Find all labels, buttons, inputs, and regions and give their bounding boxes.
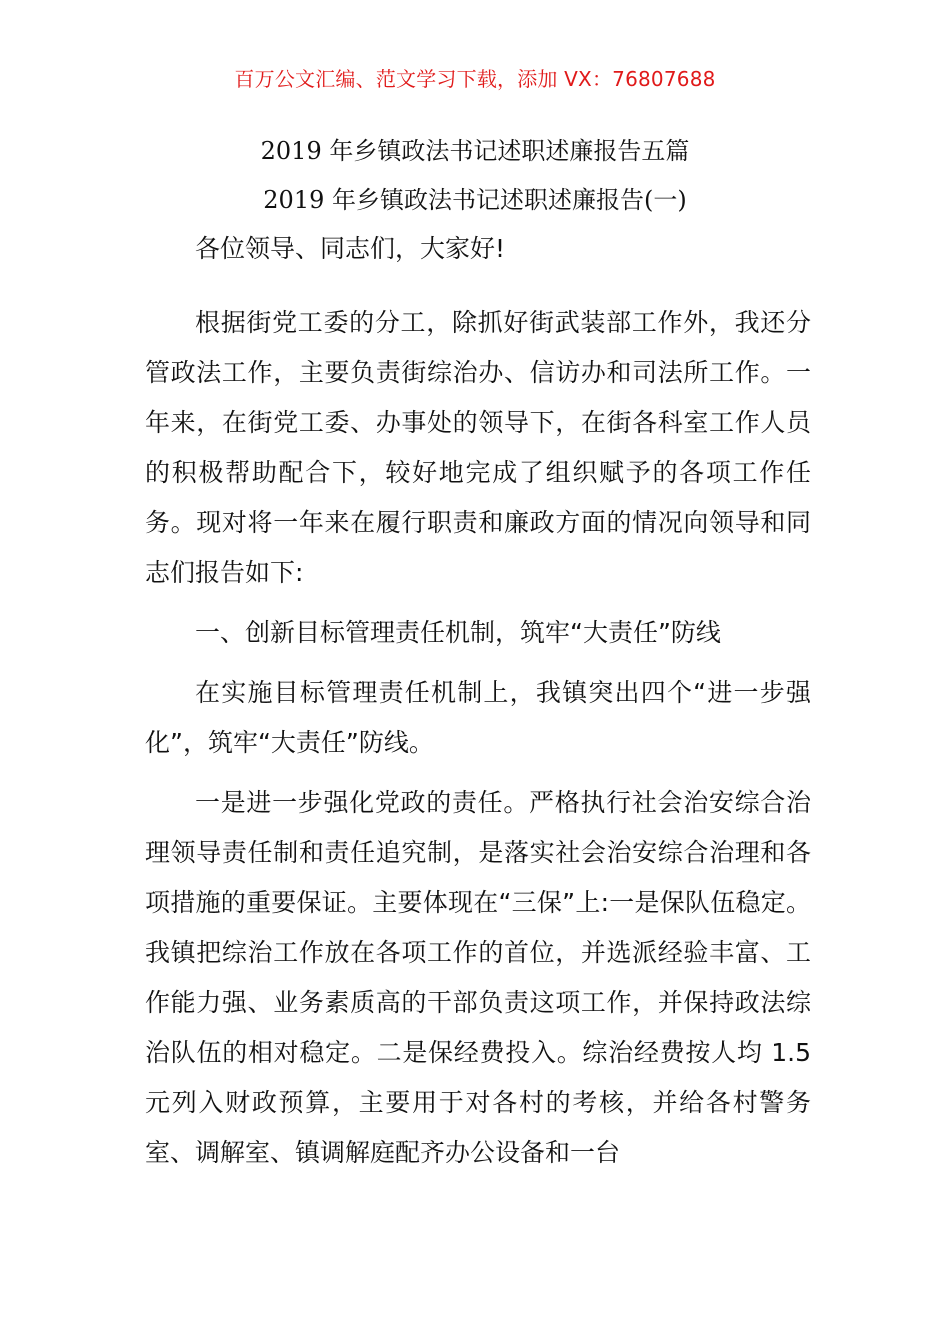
document-title: 2019 年乡镇政法书记述职述廉报告五篇 xyxy=(260,137,690,165)
watermark-header: 百万公文汇编、范文学习下载，添加 VX：76807688 xyxy=(234,67,716,91)
paragraph-section-summary: 在实施目标管理责任机制上，我镇突出四个“进一步强化”，筑牢“大责任”防线。 xyxy=(145,678,811,757)
paragraph-intro: 根据街党工委的分工，除抓好街武装部工作外，我还分管政法工作，主要负责街综治办、信访办和司法所工作。一年来，在街党工委、办事处的领导下，在街各科室工作人员的积极帮助配合下，较好地完成了组织赋予的各项工作任务。现对将一年来在履行职责和廉政方面的情况向领导和同志们报告如下: xyxy=(145,308,811,587)
section-heading-1: 一、创新目标管理责任机制，筑牢“大责任”防线 xyxy=(195,618,721,647)
paragraph-greeting: 各位领导、同志们，大家好! xyxy=(195,234,506,263)
paragraph-point-1: 一是进一步强化党政的责任。严格执行社会治安综合治理领导责任制和责任追究制，是落实社会治安综合治理和各项措施的重要保证。主要体现在“三保”上:一是保队伍稳定。我镇把综治工作放在各项工作的首位，并选派经验丰富、工作能力强、业务素质高的干部负责这项工作，并保持政法综治队伍的相对稳定。二是保经费投入。综治经费按人均 1.5 元列入财政预算，主要用于对各村的考核，并给各村警务室、调解室、镇调解庭配齐办公设备和一台 xyxy=(145,788,811,1167)
document-subtitle: 2019 年乡镇政法书记述职述廉报告(一) xyxy=(263,186,687,214)
document-body xyxy=(145,224,811,1188)
